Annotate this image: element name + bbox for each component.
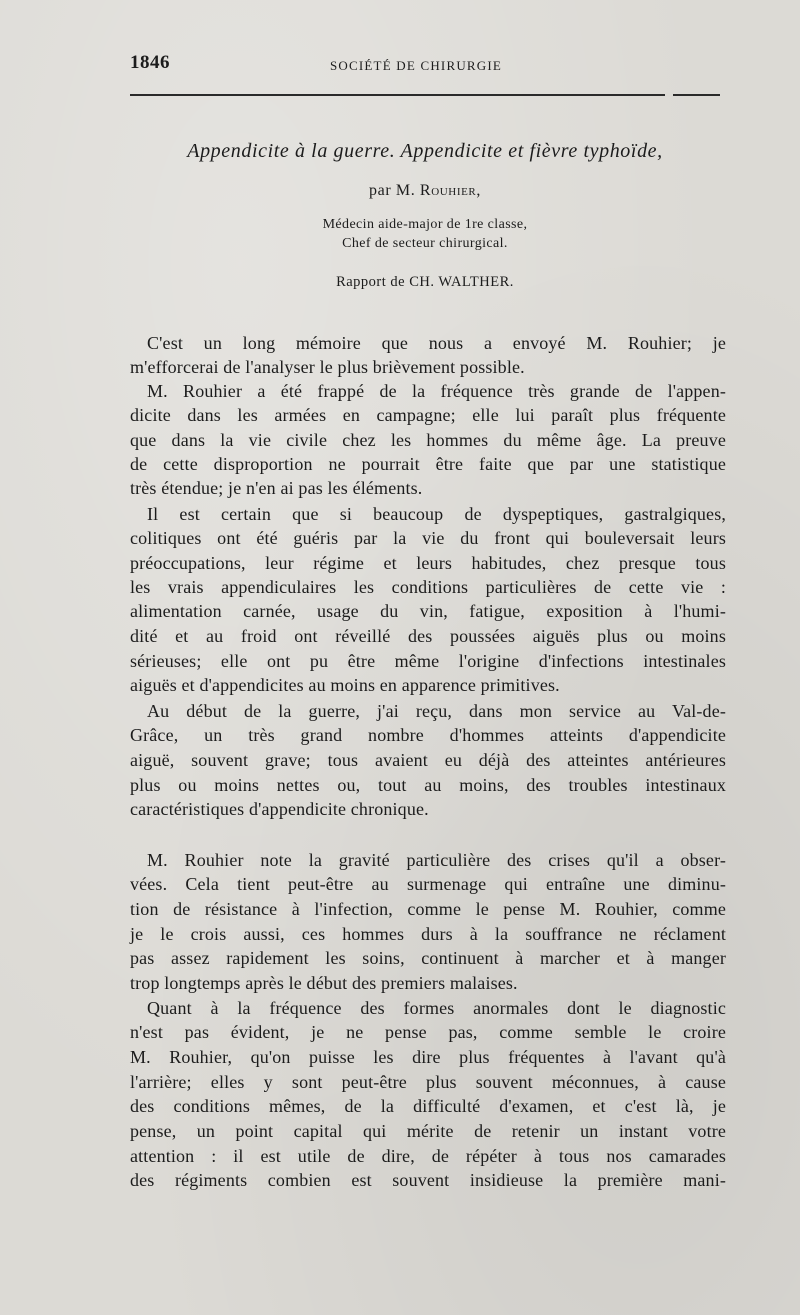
body-line: aiguë, souvent grave; tous avaient eu déjà des atteintes antérieures xyxy=(130,750,726,770)
article-author xyxy=(130,182,720,200)
author-affiliation-1: Médecin aide-major de 1re classe, xyxy=(322,217,528,232)
page-header xyxy=(130,52,720,82)
body-line: je le crois aussi, ces hommes durs à la souffrance ne réclament xyxy=(130,924,726,944)
body-line: M. Rouhier, qu'on puisse les dire plus fréquentes à l'avant qu'à xyxy=(130,1047,726,1067)
body-line: n'est pas évident, je ne pense pas, comme semble le croire xyxy=(130,1022,726,1042)
body-line: de cette disproportion ne pourrait être faite que par une statistique xyxy=(130,454,726,474)
body-line: tion de résistance à l'infection, comme le pense M. Rouhier, comme xyxy=(130,899,726,919)
body-line: pas assez rapidement les soins, continuent à marcher et à manger xyxy=(130,948,726,968)
body-line: M. Rouhier note la gravité particulière des crises qu'il a obser- xyxy=(147,850,726,870)
author-name: Rouhier, xyxy=(419,182,481,199)
rapport-line: Rapport de CH. WALTHER. xyxy=(336,274,514,290)
body-line: colitiques ont été guéris par la vie du front qui bouleversait leurs xyxy=(130,528,726,548)
body-line: Il est certain que si beaucoup de dyspeptiques, gastralgiques, xyxy=(147,504,726,524)
body-line: préoccupations, leur régime et leurs habitudes, chez presque tous xyxy=(130,553,726,573)
author-affiliation-2: Chef de secteur chirurgical. xyxy=(342,236,508,251)
body-line: attention : il est utile de dire, de répéter à tous nos camarades xyxy=(130,1146,726,1166)
running-head: SOCIÉTÉ DE CHIRURGIE xyxy=(330,58,503,73)
body-line: des conditions mêmes, de la difficulté d'examen, et c'est là, je xyxy=(130,1096,726,1116)
body-line: vées. Cela tient peut-être au surmenage qui entraîne une diminu- xyxy=(130,874,726,894)
body-line: sérieuses; elle ont pu être même l'origine d'infections intestinales xyxy=(130,651,726,671)
author-prefix: par M. xyxy=(369,182,416,199)
body-line: que dans la vie civile chez les hommes du même âge. La preuve xyxy=(130,430,726,450)
body-line: pense, un point capital qui mérite de retenir un instant votre xyxy=(130,1121,726,1141)
body-line: très étendue; je n'en ai pas les éléments. xyxy=(130,478,423,498)
article-title: Appendicite à la guerre. Appendicite et fièvre typhoïde, xyxy=(187,140,663,162)
body-line: Au début de la guerre, j'ai reçu, dans mon service au Val-de- xyxy=(147,701,726,721)
body-line: les vrais appendiculaires les conditions particulières de cette vie : xyxy=(130,577,726,597)
body-line: Quant à la fréquence des formes anormales dont le diagnostic xyxy=(147,998,726,1018)
body-line: plus ou moins nettes ou, tout au moins, des troubles intestinaux xyxy=(130,775,726,795)
body-line: dicite dans les armées en campagne; elle lui paraît plus fréquente xyxy=(130,405,726,425)
body-line: Grâce, un très grand nombre d'hommes atteints d'appendicite xyxy=(130,725,726,745)
body-line: m'efforcerai de l'analyser le plus brièvement possible. xyxy=(130,357,525,377)
body-line: dité et au froid ont réveillé des poussées aiguës plus ou moins xyxy=(130,626,726,646)
body-line: caractéristiques d'appendicite chronique. xyxy=(130,799,429,819)
header-rule-gap xyxy=(665,93,673,97)
body-line: trop longtemps après le début des premiers malaises. xyxy=(130,973,518,993)
body-line: C'est un long mémoire que nous a envoyé M. Rouhier; je xyxy=(147,333,726,353)
body-line: des régiments combien est souvent insidieuse la première mani- xyxy=(130,1170,726,1190)
page-number: 1846 xyxy=(130,52,170,73)
body-line: alimentation carnée, usage du vin, fatigue, exposition à l'humi- xyxy=(130,601,726,621)
body-line: M. Rouhier a été frappé de la fréquence très grande de l'appen- xyxy=(147,381,726,401)
header-rule xyxy=(130,94,720,96)
body-line: l'arrière; elles y sont peut-être plus souvent méconnues, à cause xyxy=(130,1072,726,1092)
body-line: aiguës et d'appendicites au moins en apparence primitives. xyxy=(130,675,560,695)
